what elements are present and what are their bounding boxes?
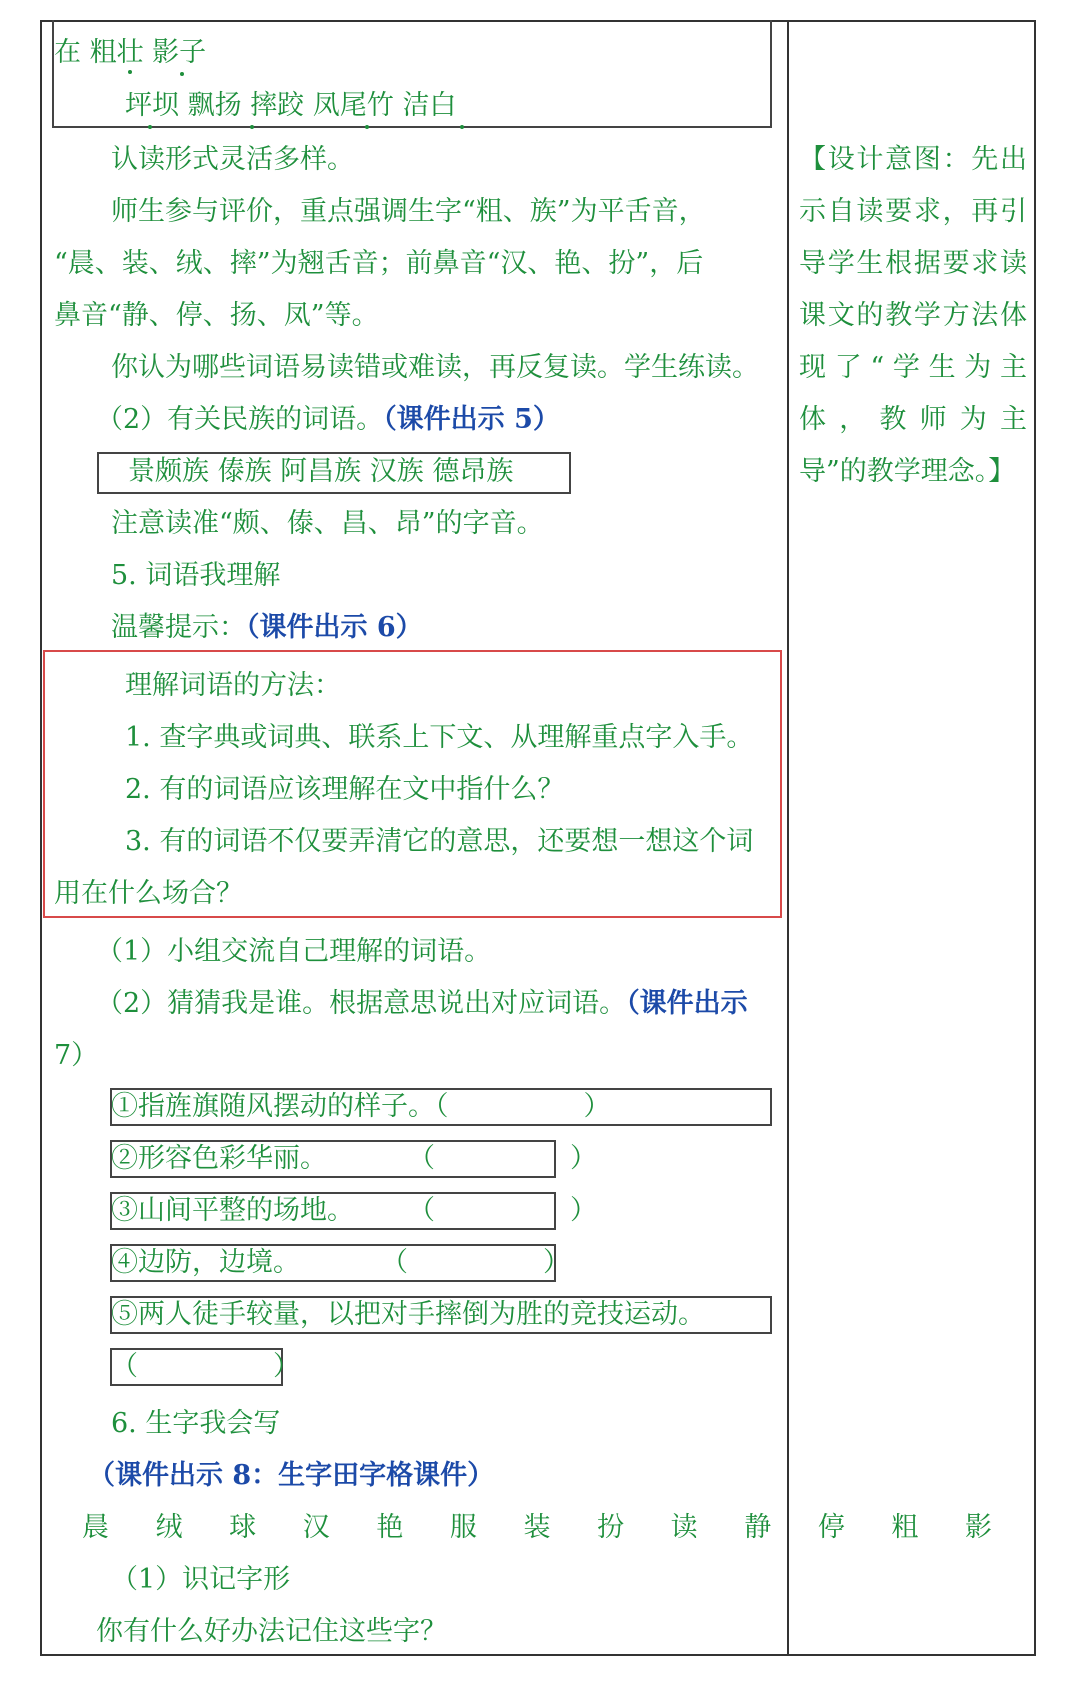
quiz-5: ⑤两人徒手较量，以把对手摔倒为胜的竞技运动。 [111, 1299, 705, 1330]
memory-question: 你有什么好办法记住这些字？ [96, 1616, 447, 1647]
tip-heading [111, 608, 423, 648]
method-3b: 用在什么场合？ [54, 878, 243, 909]
item-2-text: （2）有关民族的词语。 [96, 404, 384, 435]
section-5-title: 5. 词语我理解 [111, 560, 281, 591]
method-1: 1. 查字典或词典、联系上下文、从理解重点字入手。 [125, 722, 754, 753]
quiz-1: ①指旌旗随风摆动的样子。（ ） [111, 1091, 611, 1122]
paragraph-evaluation-3: 鼻音“静、停、扬、凤”等。 [54, 300, 379, 331]
column-divider [787, 20, 789, 1656]
design-intent-note: 【设计意图：先出示自读要求，再引导学生根据要求读课文的教学方法体现了“学生为主体，教师为主导”的教学理念。】 [799, 144, 1027, 487]
step-2 [96, 984, 748, 1024]
courseware-7-tag: （课件出示 [626, 988, 748, 1019]
paragraph-read-forms: 认读形式灵活多样。 [111, 144, 354, 175]
method-2: 2. 有的词语应该理解在文中指什么？ [125, 774, 565, 805]
step-2-text: （2）猜猜我是谁。根据意思说出对应词语。 [96, 988, 627, 1019]
vocab-line-2: 坪坝 飘扬 摔跤 凤尾竹 洁白 [125, 90, 457, 121]
courseware-5-tag: （课件出示 5） [383, 404, 560, 435]
ethnic-groups: 景颇族 傣族 阿昌族 汉族 德昂族 [128, 456, 514, 487]
quiz-3: ③山间平整的场地。 （ ） [111, 1195, 597, 1226]
quiz-5-blank: （ ） [111, 1351, 300, 1382]
section-6-title: 6. 生字我会写 [111, 1408, 281, 1439]
courseware-6-tag: （课件出示 6） [246, 612, 423, 643]
new-characters: 晨 绒 球 汉 艳 服 装 扮 读 静 停 粗 影 [82, 1512, 1011, 1543]
quiz-2: ②形容色彩华丽。 （ ） [111, 1143, 597, 1174]
step-recognize: （1）识记字形 [111, 1564, 291, 1595]
tip-label: 温馨提示： [111, 612, 246, 643]
paragraph-evaluation-2: “晨、装、绒、摔”为翘舌音；前鼻音“汉、艳、扮”，后 [54, 248, 704, 279]
pronunciation-note: 注意读准“颇、傣、昌、昂”的字音。 [111, 508, 544, 539]
courseware-8: （课件出示 8：生字田字格课件） [88, 1460, 495, 1491]
step-1: （1）小组交流自己理解的词语。 [96, 936, 492, 967]
paragraph-practice: 你认为哪些词语易读错或难读，再反复读。学生练读。 [111, 352, 759, 383]
quiz-4: ④边防，边境。 （ ） [111, 1247, 570, 1278]
item-2-heading [96, 400, 560, 440]
methods-title: 理解词语的方法： [125, 670, 341, 701]
method-3a: 3. 有的词语不仅要弄清它的意思，还要想一想这个词 [125, 826, 754, 857]
vocab-line-1: 在 粗壮 影子 [54, 37, 207, 68]
paragraph-evaluation-1: 师生参与评价，重点强调生字“粗、族”为平舌音， [111, 196, 706, 227]
step-2-continued: 7） [54, 1040, 99, 1071]
